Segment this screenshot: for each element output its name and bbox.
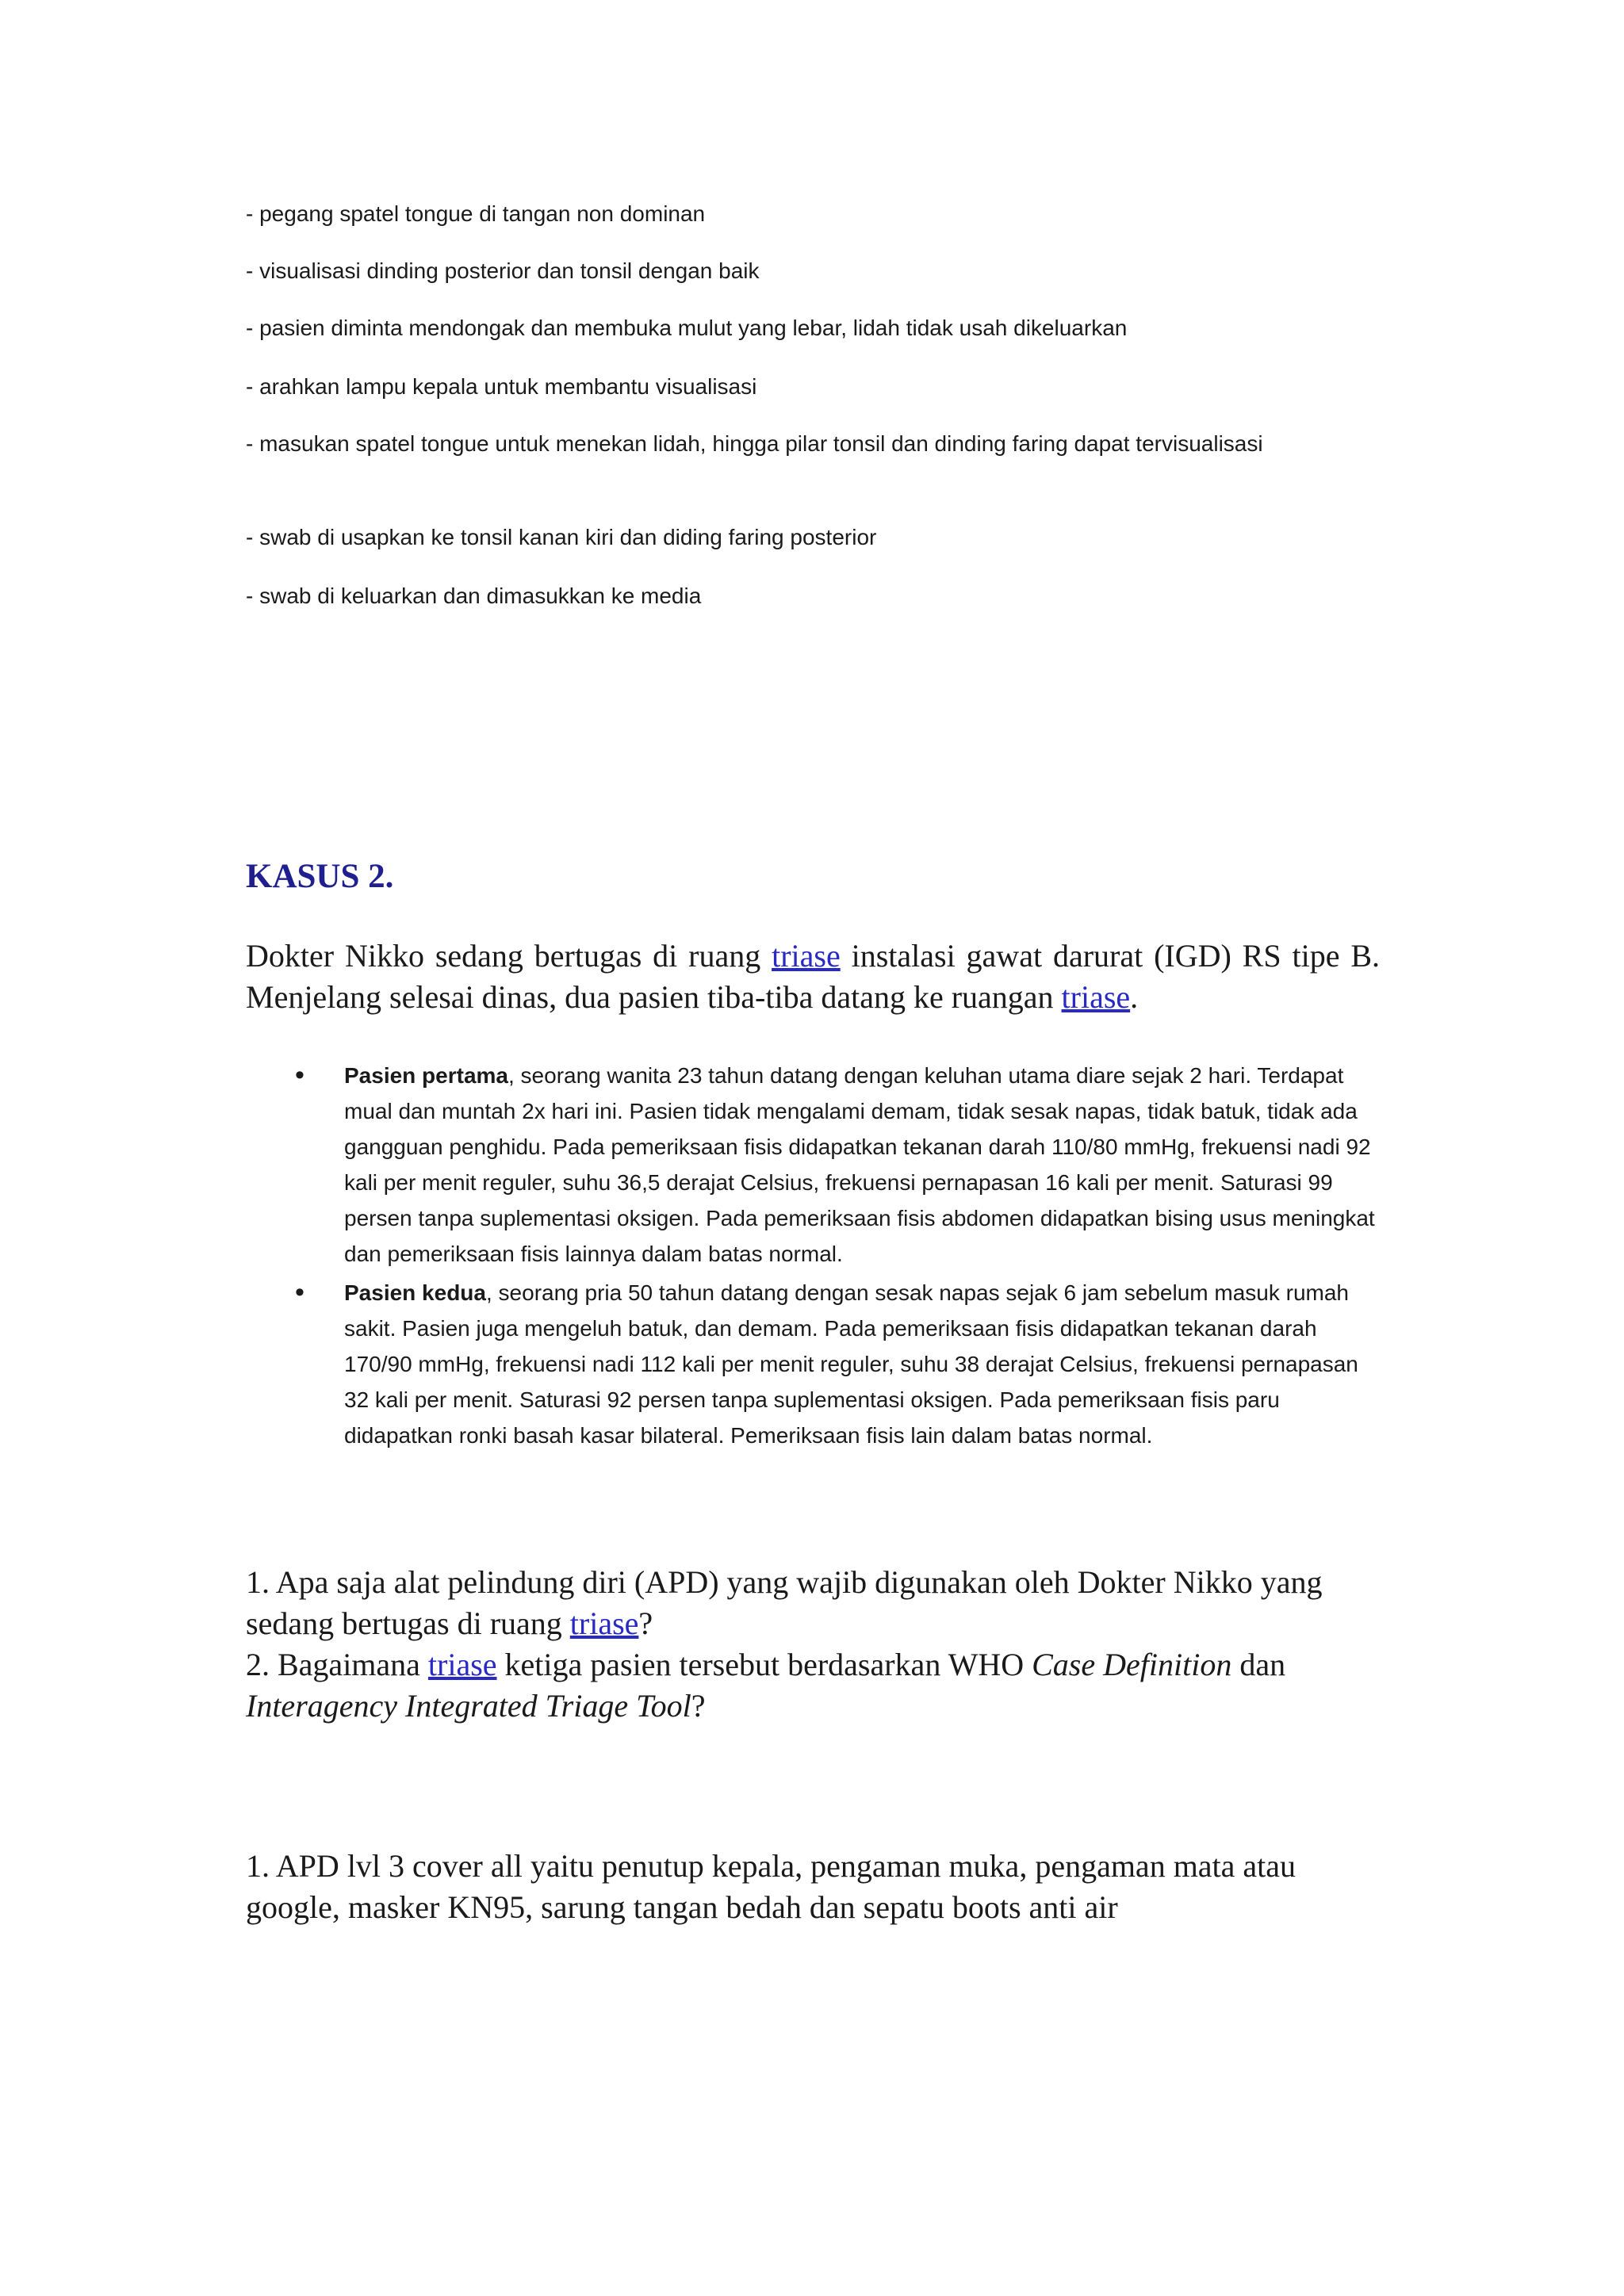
triase-link-4[interactable]: triase [427,1647,497,1682]
bullet-icon: • [295,1277,304,1307]
patient-lead: Pasien pertama [344,1063,508,1088]
procedure-step-2: - visualisasi dinding posterior dan tonsil dengan baik [246,258,760,283]
patient-description: , seorang pria 50 tahun datang dengan sesak napas sejak 6 jam sebelum masuk rumah sakit. Pasien juga mengeluh batuk, dan demam. Pada pemeriksaan fisis didapatkan tekanan darah 170/90 mmHg, frekuensi nadi 112 kali per menit reguler, suhu 38 derajat Celsius, frekuensi pernapasan 32 kali per menit. Saturasi 92 persen tanpa suplementasi oksigen. Pada pemeriksaan fisis paru didapatkan ronki basah kasar bilateral. Pemeriksaan fisis lain dalam batas normal. [344,1280,1358,1448]
patient-item-first [295,1058,1381,1272]
bullet-icon: • [295,1060,304,1090]
question-1-end: ? [638,1605,653,1641]
intro-text-2: instalasi gawat darurat (IGD) RS tipe B. Menjelang selesai dinas, dua pasien tiba-tiba datang ke ruangan [246,938,1381,1015]
question-1 [246,1562,1380,1644]
question-2-text: 2. Bagaimana [246,1647,428,1682]
procedure-step-6: - swab di usapkan ke tonsil kanan kiri dan diding faring posterior [246,525,877,549]
case-definition-term: Case Definition [1032,1647,1232,1682]
question-2-conj: dan [1231,1647,1286,1682]
question-list [246,1562,1380,1727]
procedure-step-1: - pegang spatel tongue di tangan non dominan [246,201,706,226]
patient-description: , seorang wanita 23 tahun datang dengan keluhan utama diare sejak 2 hari. Terdapat mual dan muntah 2x hari ini. Pasien tidak mengalami demam, tidak sesak napas, tidak batuk, tidak ada gangguan penghidu. Pada pemeriksaan fisis didapatkan tekanan darah 110/80 mmHg, frekuensi nadi 92 kali per menit reguler, suhu 36,5 derajat Celsius, frekuensi pernapasan 16 kali per menit. Saturasi 99 persen tanpa suplementasi oksigen. Pada pemeriksaan fisis abdomen didapatkan bising usus meningkat dan pemeriksaan fisis lainnya dalam batas normal. [344,1063,1375,1266]
question-2 [246,1644,1380,1727]
question-2-mid: ketiga pasien tersebut berdasarkan WHO [496,1647,1032,1682]
triase-link-2[interactable]: triase [1061,979,1131,1015]
patient-lead: Pasien kedua [344,1280,486,1305]
patient-list [295,1058,1381,1456]
intro-text-3: . [1130,979,1139,1015]
intro-text-1: Dokter Nikko sedang bertugas di ruang [246,938,772,974]
answer-1: 1. APD lvl 3 cover all yaitu penutup kepala, pengaman muka, pengaman mata atau google, masker KN95, sarung tangan bedah dan sepatu boots anti air [246,1848,1297,1925]
procedure-step-5: - masukan spatel tongue untuk menekan lidah, hingga pilar tonsil dan dinding faring dapat tervisualisasi [246,431,1263,456]
case-heading: KASUS 2. [246,858,394,895]
patient-item-second [295,1275,1381,1453]
triase-link-3[interactable]: triase [569,1605,639,1641]
procedure-step-3: - pasien diminta mendongak dan membuka mulut yang lebar, lidah tidak usah dikeluarkan [246,316,1128,340]
triage-tool-term: Interagency Integrated Triage Tool [246,1688,691,1724]
triase-link-1[interactable]: triase [772,938,841,974]
question-2-end: ? [691,1688,706,1724]
case-intro [246,936,1380,1018]
procedure-step-7: - swab di keluarkan dan dimasukkan ke media [246,584,702,608]
procedure-step-4: - arahkan lampu kepala untuk membantu visualisasi [246,374,757,399]
question-1-text: 1. Apa saja alat pelindung diri (APD) yang wajib digunakan oleh Dokter Nikko yang sedang bertugas di ruang [246,1564,1323,1641]
